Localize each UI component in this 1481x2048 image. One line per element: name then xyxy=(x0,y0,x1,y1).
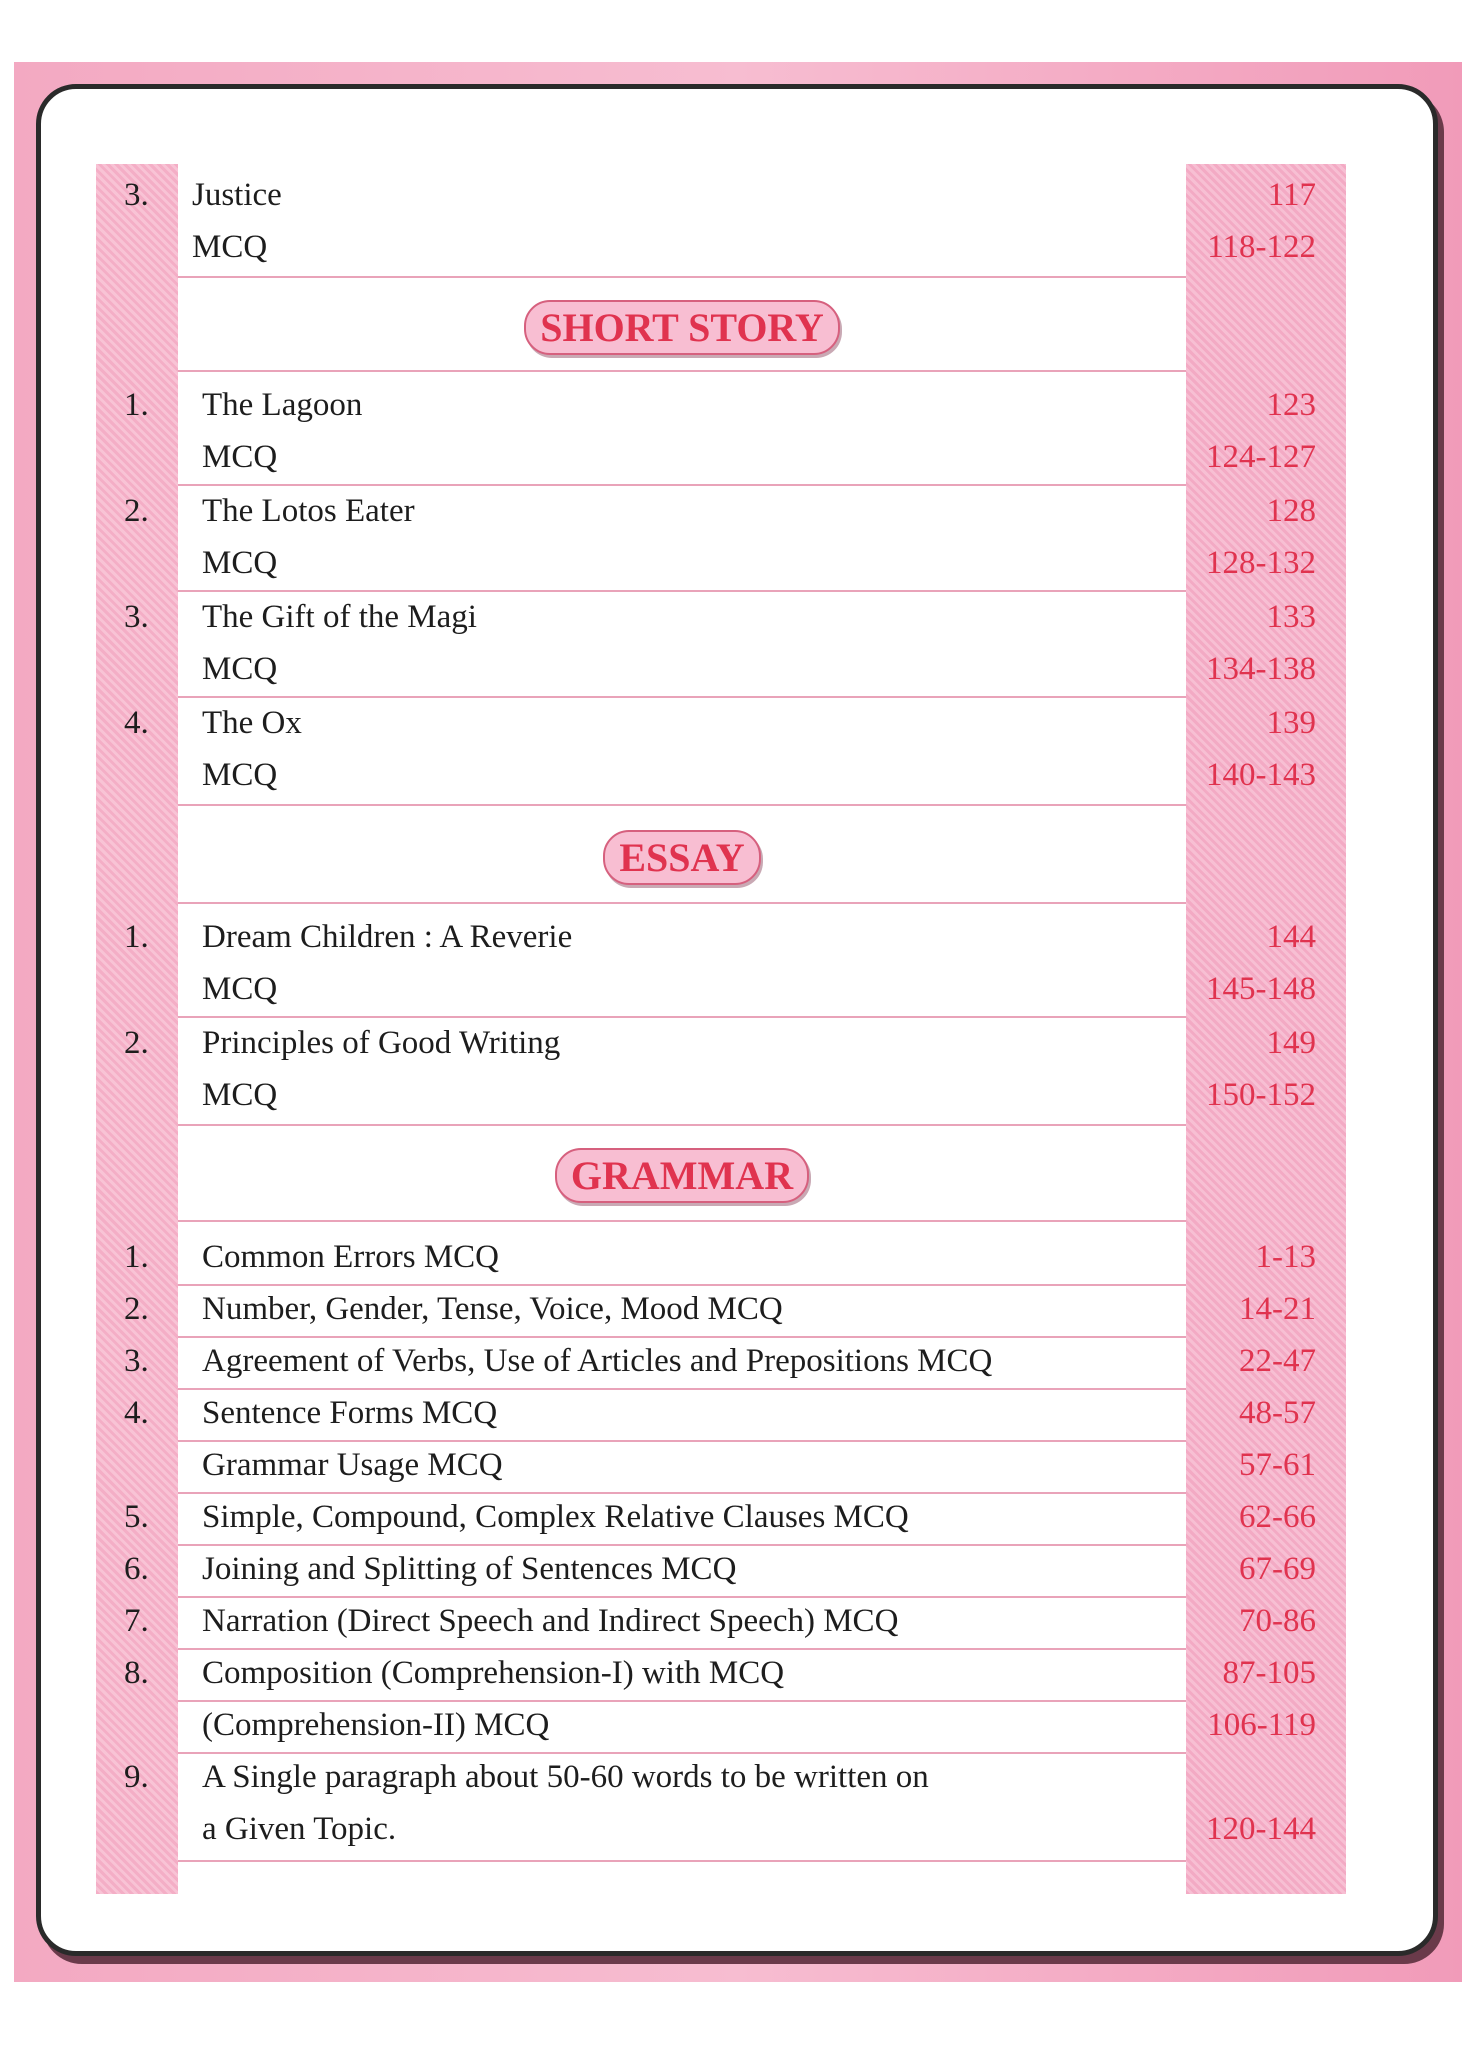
toc-row xyxy=(96,1542,1346,1596)
toc-row xyxy=(96,696,1346,750)
toc-row xyxy=(96,1438,1346,1492)
toc-row xyxy=(96,168,1346,222)
toc-row xyxy=(96,1802,1346,1856)
item-page: 145-148 xyxy=(1206,971,1316,1007)
item-page: 144 xyxy=(1266,919,1316,955)
row-divider xyxy=(178,370,1186,372)
row-divider xyxy=(178,1220,1186,1222)
item-page: 150-152 xyxy=(1206,1077,1316,1113)
item-page: 134-138 xyxy=(1206,651,1316,687)
toc-row xyxy=(96,1698,1346,1752)
item-page: 70-86 xyxy=(1239,1603,1316,1639)
item-number: 1. xyxy=(124,919,149,955)
item-page: 133 xyxy=(1266,599,1316,635)
item-page: 14-21 xyxy=(1239,1291,1316,1327)
item-page: 87-105 xyxy=(1222,1655,1316,1691)
item-number: 3. xyxy=(124,177,149,213)
item-title: The Lagoon xyxy=(202,387,363,423)
row-divider xyxy=(178,276,1186,278)
item-number: 7. xyxy=(124,1603,149,1639)
toc-row xyxy=(96,1282,1346,1336)
item-title: Justice xyxy=(192,177,282,213)
toc-row xyxy=(96,748,1346,802)
toc-row xyxy=(96,1386,1346,1440)
toc-row xyxy=(96,484,1346,538)
item-number: 4. xyxy=(124,1395,149,1431)
item-title: The Gift of the Magi xyxy=(202,599,477,635)
item-title: MCQ xyxy=(202,757,278,793)
item-title: Dream Children : A Reverie xyxy=(202,919,573,955)
item-page: 106-119 xyxy=(1207,1707,1316,1743)
toc-row xyxy=(96,1646,1346,1700)
item-page: 140-143 xyxy=(1206,757,1316,793)
toc-row xyxy=(96,962,1346,1016)
section-heading-grammar xyxy=(178,1148,1186,1203)
item-title: MCQ xyxy=(202,651,278,687)
toc-row xyxy=(96,1490,1346,1544)
item-title: MCQ xyxy=(202,545,278,581)
item-page: 123 xyxy=(1266,387,1316,423)
toc-row xyxy=(96,220,1346,274)
item-page: 124-127 xyxy=(1206,439,1316,475)
item-title: The Ox xyxy=(202,705,302,741)
item-number: 2. xyxy=(124,1291,149,1327)
item-title: Sentence Forms MCQ xyxy=(202,1395,498,1431)
row-divider xyxy=(178,804,1186,806)
toc-row xyxy=(96,1594,1346,1648)
item-page: 128 xyxy=(1266,493,1316,529)
item-title: Number, Gender, Tense, Voice, Mood MCQ xyxy=(202,1291,783,1327)
row-divider xyxy=(178,1860,1186,1862)
toc-row xyxy=(96,430,1346,484)
item-page: 128-132 xyxy=(1206,545,1316,581)
item-number: 9. xyxy=(124,1759,149,1795)
toc-row xyxy=(96,642,1346,696)
toc-row xyxy=(96,1334,1346,1388)
item-title: Common Errors MCQ xyxy=(202,1239,499,1275)
item-page: 1-13 xyxy=(1255,1239,1316,1275)
section-heading-label: SHORT STORY xyxy=(524,300,840,355)
page-background xyxy=(14,62,1462,1982)
item-number: 3. xyxy=(124,599,149,635)
item-title: A Single paragraph about 50-60 words to be written on xyxy=(202,1759,929,1795)
table-of-contents xyxy=(96,164,1346,1894)
item-title: Principles of Good Writing xyxy=(202,1025,561,1061)
item-number: 1. xyxy=(124,387,149,423)
item-title: MCQ xyxy=(202,439,278,475)
item-title: MCQ xyxy=(202,971,278,1007)
item-page: 62-66 xyxy=(1239,1499,1316,1535)
toc-row xyxy=(96,1230,1346,1284)
item-page: 48-57 xyxy=(1239,1395,1316,1431)
item-page: 22-47 xyxy=(1239,1343,1316,1379)
row-divider xyxy=(178,1124,1186,1126)
item-title: Joining and Splitting of Sentences MCQ xyxy=(202,1551,737,1587)
section-heading-label: GRAMMAR xyxy=(555,1148,809,1203)
item-page: 117 xyxy=(1267,177,1316,213)
item-title: Agreement of Verbs, Use of Articles and Prepositions MCQ xyxy=(202,1343,993,1379)
item-title: (Comprehension-II) MCQ xyxy=(202,1707,550,1743)
item-number: 6. xyxy=(124,1551,149,1587)
item-number: 2. xyxy=(124,493,149,529)
toc-row xyxy=(96,378,1346,432)
item-page: 120-144 xyxy=(1206,1811,1316,1847)
item-number: 4. xyxy=(124,705,149,741)
toc-row xyxy=(96,910,1346,964)
row-divider xyxy=(178,902,1186,904)
section-heading-short-story xyxy=(178,300,1186,355)
toc-row xyxy=(96,1068,1346,1122)
item-title: a Given Topic. xyxy=(202,1811,397,1847)
item-page: 118-122 xyxy=(1207,229,1316,265)
item-page: 67-69 xyxy=(1239,1551,1316,1587)
item-title: The Lotos Eater xyxy=(202,493,415,529)
item-page: 57-61 xyxy=(1239,1447,1316,1483)
item-number: 5. xyxy=(124,1499,149,1535)
toc-row xyxy=(96,1750,1346,1804)
item-number: 1. xyxy=(124,1239,149,1275)
item-page: 149 xyxy=(1266,1025,1316,1061)
toc-row xyxy=(96,590,1346,644)
item-title: MCQ xyxy=(202,1077,278,1113)
item-number: 2. xyxy=(124,1025,149,1061)
toc-row xyxy=(96,1016,1346,1070)
item-title: Grammar Usage MCQ xyxy=(202,1447,503,1483)
section-heading-label: ESSAY xyxy=(603,830,760,885)
item-title: MCQ xyxy=(192,229,268,265)
toc-row xyxy=(96,536,1346,590)
item-number: 3. xyxy=(124,1343,149,1379)
section-heading-essay xyxy=(178,830,1186,885)
item-title: Narration (Direct Speech and Indirect Speech) MCQ xyxy=(202,1603,899,1639)
item-page: 139 xyxy=(1266,705,1316,741)
item-number: 8. xyxy=(124,1655,149,1691)
item-title: Composition (Comprehension-I) with MCQ xyxy=(202,1655,785,1691)
item-title: Simple, Compound, Complex Relative Clauses MCQ xyxy=(202,1499,909,1535)
